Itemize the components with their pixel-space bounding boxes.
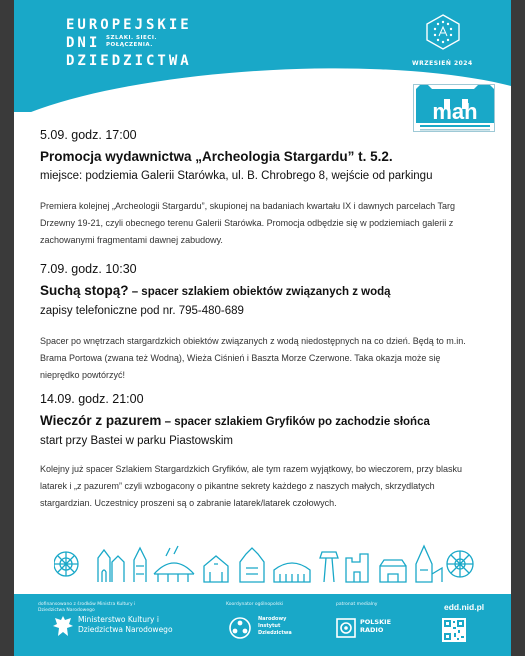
theatre-icon <box>274 563 310 582</box>
bridge-icon <box>154 546 194 582</box>
logo-tagline: SZLAKI. SIECI. POŁĄCZENIA. <box>106 35 157 48</box>
coordinator-note: Koordynator ogólnopolski <box>226 602 284 607</box>
media-patron-note: patronat medialny <box>336 602 378 607</box>
event-description: Spacer po wnętrzach stargardzkich obiektów związanych z wodą niedostępnych na co dzień. Będą to m.in. Brama Portowa (zwana też Wodną), Wieża Ciśnień i Baszta Morze Czerwone. Taka okazja może się nieprędko powtórzyć! <box>40 336 466 380</box>
edd-logo <box>66 16 192 70</box>
event-title-main: Promocja wydawnictwa „Archeologia Stargardu” t. 5.2. <box>40 149 393 164</box>
rose-window-icon <box>447 551 473 577</box>
event-1 <box>40 128 480 249</box>
fortress-icon <box>346 554 368 582</box>
steeple-icon <box>416 546 442 582</box>
nid-logo-icon <box>228 616 252 640</box>
event-3 <box>40 392 480 512</box>
rosette-icon <box>54 552 78 576</box>
event-description: Premiera kolejnej „Archeologii Stargardu”, skupionej na badaniach kwartału IX i dawnych parcelach Targ Drzewny 19-21, czyli obecnego terenu Galerii Starówka. Promocja odbędzie się w podziemiach galerii z zachowanymi fragmentami dawnej zabudowy. <box>40 201 456 245</box>
mah-logo <box>413 84 495 132</box>
event-title <box>40 411 440 432</box>
event-place: start przy Bastei w parku Piastowskim <box>40 435 234 447</box>
event-title-main: Wieczór z pazurem <box>40 413 162 428</box>
event-place: zapisy telefoniczne pod nr. 795-480-689 <box>40 305 244 317</box>
month-label: WRZESIEŃ 2024 <box>412 60 473 67</box>
bastion-icon <box>380 560 406 582</box>
poster <box>14 0 511 656</box>
logo-line-1: EUROPEJSKIE <box>66 17 192 33</box>
event-2 <box>40 262 480 384</box>
eagle-emblem-icon <box>52 614 74 640</box>
water-tower-icon <box>320 552 338 582</box>
gate-icon <box>98 550 124 582</box>
event-place: miejsce: podziemia Galerii Starówka, ul. B. Chrobrego 8, wejście od parkingu <box>40 170 433 182</box>
townhall-icon <box>240 548 264 582</box>
event-date: 5.09. godz. 17:00 <box>40 128 137 142</box>
mah-logo-graphic <box>414 85 496 133</box>
radio-logo-icon <box>336 618 356 638</box>
website-url[interactable]: edd.nid.pl <box>444 602 485 612</box>
event-title <box>40 281 480 302</box>
event-date: 14.09. godz. 21:00 <box>40 392 144 406</box>
ministry-name: Ministerstwo Kultury i Dziedzictwa Narodowego <box>78 615 173 634</box>
event-title <box>40 147 480 167</box>
funding-note: dofinansowano z środków Ministra Kultury i Dziedzictwa Narodowego <box>38 602 136 613</box>
event-title-sub: – spacer szlakiem obiektów związanych z wodą <box>128 286 391 298</box>
event-date: 7.09. godz. 10:30 <box>40 262 137 276</box>
svg-text:mah: mah <box>432 99 478 124</box>
radio-name: POLSKIE RADIO <box>360 618 392 634</box>
tower-icon <box>134 548 146 582</box>
footer-banner <box>14 594 511 656</box>
event-title-main: Suchą stopą? <box>40 283 129 298</box>
nid-name: Narodowy Instytut Dziedzictwa <box>258 616 292 636</box>
eu-stars-icon <box>426 14 460 50</box>
logo-line-3: DZIEDZICTWA <box>66 53 192 69</box>
event-description: Kolejny już spacer Szlakiem Stargardzkich Gryfików, ale tym razem wyjątkowy, bo wieczorem, przy blasku latarek i „z pazurem” czyli wzbogacony o pikantne sekrety każdego z naszych małych, skrzydlatych stargardzian. Uczestnicy proszeni są o zabranie latarek/latarek czołowych. <box>40 464 462 508</box>
event-title-sub: – spacer szlakiem Gryfików po zachodzie słońca <box>161 416 430 428</box>
qr-code-icon <box>442 618 466 642</box>
church-icon <box>204 556 228 582</box>
monuments-illustration <box>54 544 474 584</box>
logo-line-2: DNI <box>66 35 101 51</box>
